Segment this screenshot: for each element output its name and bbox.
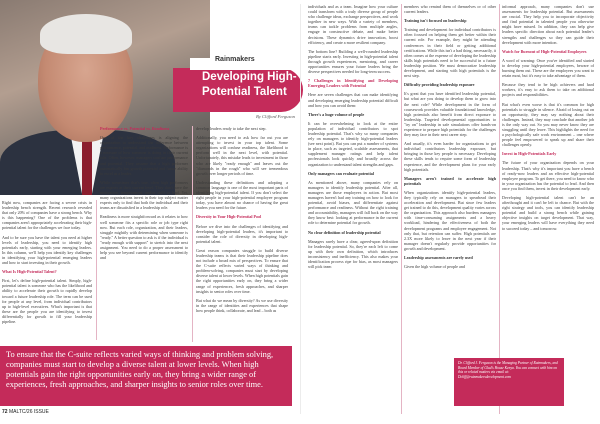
subheading: Managers aren't trained to accelerate high potentials [404, 175, 496, 186]
subheading: Leadership assessments are rarely used [404, 255, 473, 261]
paragraph: While sometimes that's true, often high performers are experts at their current level. They don't have the motivation, temperament, and/or skill to lead. Yet, many organizations invest in their top subject matter experts only to find that both the individual and their teams are dissatisfied in a leadership role. [100, 179, 188, 211]
pull-quote: To ensure that the C-suite reflects varied ways of thinking and problem solving, companies must start to develop a diverse talent at lower levels. When high potentials gain the right opportunities early on, they bring a wider range of experiences, fresh approaches, and sharper insights to senior roles over time. [0, 346, 292, 406]
paragraph: Understanding these definitions and adopting a common language is one of the most important parts of identifying high-potential talent. If you don't select the right people in your high-potential employee program today, you have almost no chance of having the great leaders you need for the future. [196, 179, 288, 211]
paragraph: informal approach, many companies don't use assessments for leadership potential. But assessments are crucial. They help you to incorporate objectivity and find potential in talented people you otherwise might have missed. In addition, they can help give leaders specific direction about each potential leader's strengths and challenges so they can guide their development with more intention. [502, 4, 594, 45]
photo-hair [40, 14, 132, 54]
paragraph: As mentioned above, many companies rely on managers to identify leadership potential. After all, managers are those employees in action. But most managers haven't had any training on how to look for potential, avoid biases, and differentiate against performance and readiness. Without the right training and accountability, managers will fall back on the way they know best: looking at performance in the current role to determine potential for growth. [308, 179, 398, 226]
paragraph: When organizations identify high-potential leaders, they typically rely on managers to spearhead their acceleration and development. But since few leaders get trained to do this, development quality varies across the organization. This approach also burdens managers with time-consuming assignments and a heavy workload, hindering the effectiveness of both the development programs and employee engagement. Not only that, but retention can suffer. High potentials are 2.3X more likely to leave in the next year if their manager doesn't regularly provide opportunities for growth and development. [404, 189, 496, 251]
byline: By Clifford Ferguson [256, 114, 295, 119]
paragraph: Training and development for individual contributors is often focused on helping them get better within their current role. For example, they might be attending conferences in their field or getting additional certifications. While this isn't a bad thing, necessarily, it often comes at the expense of developing the leadership skills high potentials need to be successful in a future leadership position. We must democratize leadership development, and starting with high potentials is the next step. [404, 27, 496, 79]
gutter-divider [300, 4, 301, 414]
paragraph: members who remind them of themselves or of other current leaders. [404, 4, 496, 15]
page-number: 72 [2, 409, 8, 415]
column-6 [502, 4, 594, 354]
paragraph: Before we dive into the challenges of identifying and developing high-potential leaders, it's important to consider the role of diversity in developing high-potential talent. [196, 223, 288, 244]
paragraph: Right now, companies are facing a severe crisis in leadership bench strength. Recent research revealed that only 20% of companies have a strong bench. Why is this happening? One of the problems is that companies aren't appropriately accelerating their high-potential talent for the challenges we face today. [2, 200, 92, 231]
paragraph: The future of your organization depends on your leadership. That's why it's important you have a bench of ready-now leaders and an effective high-potential employee program. To get there, you need to know who in your organization has the potential to lead. And then once you find them, invest in their development early. [502, 160, 594, 191]
paragraph: It can be overwhelming to look at the entire population of individual contributors to spot leadership potential. That's why so many companies rely on managers to identify high-potential leaders (see next point). But you can put a number of systems in place, such as targeted, scalable assessments, that supplement manager ratings and help talent professionals look quickly and broadly across the organization to understand talent strengths and gaps. [308, 120, 398, 167]
paragraph: The bottom line? Building a well-rounded leadership pipeline starts early. Investing in high-potential talent through growth experiences, mentoring, and career opportunities ensures your future leaders bring the diverse perspectives needed for long-term success. [308, 48, 398, 75]
section-label: Rainmakers [215, 56, 255, 63]
paragraph: A word of warning: Once you've identified and started to develop your high-potential employees, beware of burning them out. These are the employees you want to retain most, but it's easy to take advantage of them. [502, 57, 594, 79]
paragraph: Developing high-potential talent can't be an afterthought and it can't be left to chance. But with the right strategy and tools, you can identify leadership potential and build a strong bench while gaining objective insights on target development. That way, your emerging leaders will have everything they need to succeed today – and tomorrow. [502, 195, 594, 231]
column-4 [308, 4, 398, 420]
column-1 [2, 200, 92, 342]
column-divider [192, 126, 193, 342]
photo-tie [82, 140, 92, 195]
subheading: Watch for Burnout of High-Potential Employees [502, 48, 587, 54]
paragraph: But what's even worse is that it's common for high potentials to struggle in silence. Afraid of losing out on an opportunity, they may say nothing about their challenges. Instead, they may conclude that another job is the only way out. So you may never know they are struggling until they leave. This highlights the need for a psychologically safe work environment – one where people feel empowered to speak up and share their challenges openly. [502, 101, 594, 148]
subheading: Diversity in Your High-Potential Pool [196, 214, 262, 220]
page-footer [2, 409, 49, 415]
paragraph: Great reason companies struggle to build diverse leadership teams is that their leadership pipeline does not include a broad mix of perspectives. To ensure that the C-suite reflects varied ways of thinking and problem-solving, companies must start by developing diverse talent at lower levels. When high potentials gain the right opportunities early on, they bring a wider range of experiences, fresh approaches, and sharper insights to senior roles over time. [196, 247, 288, 294]
paragraph: First, let's define high-potential talent. Simply, high-potential talent is someone who has the likelihood and ability to accelerate their growth to rapidly develop toward a future leadership role. The term can be used for people at any level, from individual contributors up to high-level executives. What's important is that these are the people you are identifying to invest differentially for growth to fill your leadership pipeline. [2, 278, 92, 324]
subheading: There's a huge volume of people [308, 111, 365, 117]
subheading: Invest in High-Potentials Early [502, 151, 557, 157]
column-divider [499, 4, 500, 414]
paragraph: Additionally, you need to ask how far out you are attempting to invest in your top talent. Some organizations will confuse readiness, the likelihood to perform well in the next level, with potential. Unfortunately, this mistake leads to investment in those who are likely "ready enough" and leaves out the "diamonds in the rough" who will see tremendous growth over longer periods of time. [196, 135, 288, 176]
paragraph: Because they tend to be high achievers and hard workers, it's easy to ask them to take on additional projects and responsibilities. [502, 82, 594, 98]
column-2 [100, 126, 188, 342]
paragraph: It's great that you have identified leadership potential, but what are you doing to develop them to grow into the next role? While development in the form of coursework provides valuable foundational knowledge, high potentials also benefit from direct exposure to leadership. Targeted developmental opportunities to "try on" leadership in safe simulations offer hands-on experience to prepare high potentials for the challenges they may face in their next career step. [404, 91, 496, 138]
subheading: 7 Challenges in Identifying and Developing Emerging Leaders with Potential [308, 78, 398, 89]
author-bio: Dr. Clifford J. Ferguson is the Managing Partner of Rainmakers, and Board Member of Glad's House Kenya. You can connect with him on this or related matters via email at: Dcliff@rainmakersdevelopment.com [454, 358, 564, 406]
subheading: Training isn't focused on leadership [404, 18, 467, 24]
paragraph: One of the key challenges is aligning the organization to understand the difference between performance, potential, and readiness. Performance is a measure of how someone is doing in their current role. Often, however, managers confuse performance and potential. They assume that a high performer automatically has growth potential and future ability to excel as a leader. [100, 135, 188, 176]
publication-name: MALTC/26 ISSUE [8, 409, 49, 415]
paragraph: Given the high volume of people and [404, 264, 465, 270]
paragraph: individuals and as a team. Imagine how your culture could transform with a truly diverse group of people who challenge ideas, exchange perspectives, and work together in new ways. With a variety of members, teams can tackle problems from multiple angles, engage in constructive debate, and make better decisions. These dynamics drive innovation, boost efficiency, and create a more resilient company. [308, 4, 398, 45]
paragraph: develop leaders ready to take the next step. [196, 126, 267, 131]
paragraph: And usually, it's even harder for organizations to get individual contributors leadership exposure, but bringing in those key people is necessary. Developing these skills tends to require some form of leadership experience, and the development plans for your early high potentials. [404, 141, 496, 172]
article-title: Developing High-Potential Talent [202, 71, 297, 98]
paragraph: And to be sure you have the talent you need at higher levels of leadership, you need to identify high potentials early, starting with your emerging leaders. In this column, we'll help you identify key challenges in identifying your high-potential emerging leaders and how to start investing in their growth. [2, 234, 92, 266]
column-divider [401, 4, 402, 414]
subheading: What Is High-Potential Talent? [2, 269, 57, 275]
subheading: No clear definition of leadership potential [308, 229, 381, 235]
paragraph: Readiness is more straightforward as it relates to how well someone fits a specific role or job type right now. But each role, organization, and their leaders, struggle mightily with determining when someone is "ready." A better question to ask is if the individual is "ready enough with support" to stretch into the next assignment. You need to do a proper assessment to help you see beyond current performance to identify and [100, 214, 188, 261]
subheading: Only managers can evaluate potential [308, 170, 374, 176]
paragraph: But what do we mean by diversity? As we use diversity in the range of identities and experiences that shape how people think, collaborate, and lead – both as [196, 297, 288, 313]
paragraph: Managers rarely have a clear, agreed-upon definition for leadership potential. So, they're each left to come up with their own definition, which introduces inconsistency and inefficiency. This also makes your identification process ripe for bias, as most managers will pick team [308, 238, 398, 270]
subheading: Performance vs. Potential vs. Readiness [100, 126, 170, 131]
column-divider [96, 200, 97, 340]
paragraph: Here are seven challenges that can make identifying and developing emerging leadership potential difficult and how you can avoid them: [308, 92, 398, 108]
subheading: Difficulty providing leadership exposure [404, 82, 475, 88]
